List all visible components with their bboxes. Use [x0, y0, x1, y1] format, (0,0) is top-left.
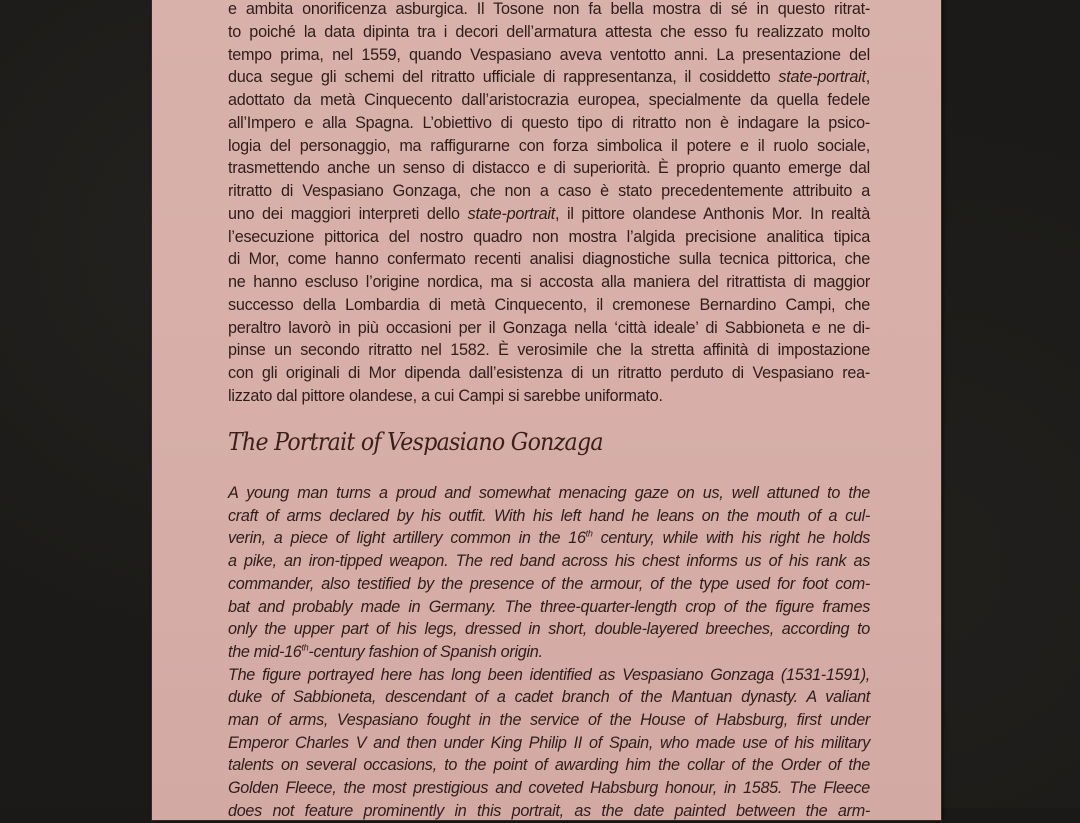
english-line-text: century, while with his right he holds [592, 529, 870, 548]
italian-emphasis-term: state-portrait [778, 68, 866, 87]
italian-line-text: , il pittore olandese Anthonis Mor. In realtà [554, 204, 870, 223]
italian-line: l’esecuzione pittorica del nostro quadro non mostra l’algida precisione analitica tipica [228, 227, 870, 246]
english-line: does not feature prominently in this portrait, as the date painted between the arm- [228, 801, 870, 820]
italian-line: con gli originali di Mor dipenda dall’esistenza di un ritratto perduto di Vespasiano rea- [228, 364, 870, 382]
italian-line [228, 66, 870, 89]
english-line: Golden Fleece, the most prestigious and coveted Habsburg honour, in 1585. The Fleece [228, 779, 870, 798]
italian-line: di Mor, come hanno confermato recenti analisi diagnostiche sulla tecnica pittorica, che [228, 250, 870, 269]
ordinal-superscript: th [301, 642, 309, 653]
italian-emphasis-term: state-portrait [467, 204, 555, 223]
italian-line: ritratto di Vespasiano Gonzaga, che non a caso è stato precedentemente attribuito a [228, 182, 870, 200]
italian-line-text: uno dei maggiori interpreti dello [228, 204, 468, 223]
english-section-title: The Portrait of Vespasiano Gonzaga [228, 428, 603, 456]
english-text-block [228, 482, 870, 823]
italian-line-text: duca segue gli schemi del ritratto ufficiale di rappresentanza, il cosiddetto [228, 68, 779, 87]
italian-line: successo della Lombardia di metà Cinquecento, il cremonese Bernardino Campi, che [228, 295, 870, 314]
italian-text-block [228, 0, 870, 408]
italian-line: e ambita onorificenza asburgica. Il Tosone non fa bella mostra di sé in questo ritrat- [228, 0, 870, 18]
english-line: bat and probably made in Germany. The three-quarter-length crop of the figure frames [228, 597, 870, 616]
italian-line [228, 203, 870, 226]
english-line-text: the mid-16 [228, 642, 302, 661]
english-line: only the upper part of his legs, dressed in short, double-layered breeches, according to [228, 620, 870, 639]
english-line: man of arms, Vespasiano fought in the service of the House of Habsburg, first under [228, 711, 870, 730]
italian-line: pinse un secondo ritratto nel 1582. È verosimile che la stretta affinità di impostazione [228, 341, 870, 360]
english-line: talents on several occasions, to the point of awarding him the collar of the Order of the [228, 756, 870, 775]
italian-line: tempo prima, nel 1559, quando Vespasiano aveva ventotto anni. La presentazione del [228, 45, 870, 64]
italian-line: peraltro lavorò in più occasioni per il Gonzaga nella ‘città ideale’ di Sabbioneta e ne di- [228, 318, 870, 337]
english-line: craft of arms declared by his outfit. With his left hand he leans on the mouth of a cul- [228, 506, 870, 525]
english-line [228, 527, 870, 550]
ordinal-superscript: th [585, 529, 593, 540]
museum-label-panel [152, 0, 941, 820]
italian-line-text: , [865, 68, 870, 87]
english-line-text: -century fashion of Spanish origin. [308, 642, 543, 661]
italian-line: to poiché la data dipinta tra i decori dell’armatura attesta che esso fu realizzato molto [228, 22, 870, 41]
english-line: a pike, an iron-tipped weapon. The red band across his chest informs us of his rank as [228, 552, 870, 571]
italian-line: all’Impero e alla Spagna. L’obiettivo di questo tipo di ritratto non è indagare la psico- [228, 113, 870, 132]
english-line: A young man turns a proud and somewhat menacing gaze on us, well attuned to the [228, 484, 870, 502]
english-line: The figure portrayed here has long been identified as Vespasiano Gonzaga (1531-1591), [228, 665, 870, 684]
english-line: commander, also testified by the presence of the armour, of the type used for foot com- [228, 574, 870, 593]
italian-line: logia del personaggio, ma raffigurarne con forza simbolica il potere e il ruolo sociale, [228, 136, 870, 155]
italian-line: ne hanno escluso l’origine nordica, ma si accosta alla maniera del ritrattista di maggior [228, 273, 870, 291]
italian-line: lizzato dal pittore olandese, a cui Campi si sarebbe uniformato. [228, 386, 663, 405]
english-line: duke of Sabbioneta, descendant of a cadet branch of the Mantuan dynasty. A valiant [228, 688, 870, 707]
english-line [228, 641, 870, 664]
english-line: Emperor Charles V and then under King Philip II of Spain, who made use of his military [228, 733, 870, 752]
english-line-text: verin, a piece of light artillery common in the 16 [228, 529, 586, 548]
italian-line: adottato da metà Cinquecento dall’aristocrazia europea, specialmente da quella fedele [228, 91, 870, 109]
italian-line: trasmettendo anche un senso di distacco e di superiorità. È proprio quanto emerge dal [228, 159, 870, 178]
